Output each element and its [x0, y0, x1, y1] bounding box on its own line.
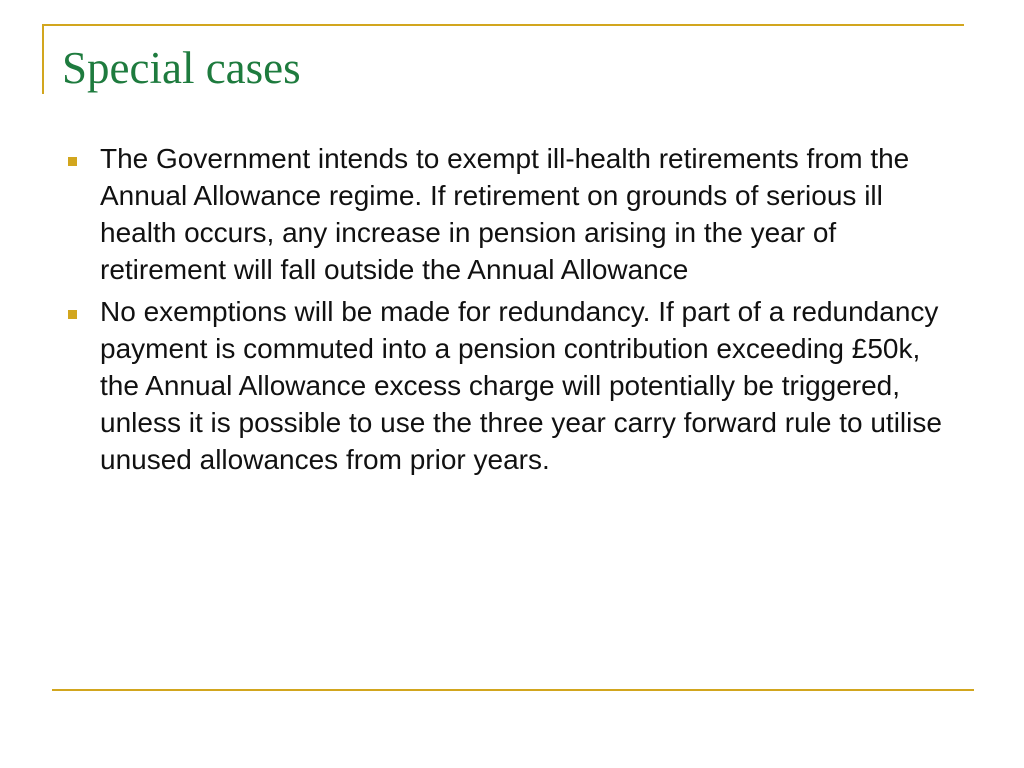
frame-top-line — [42, 24, 964, 26]
bullet-item-redundancy — [62, 293, 952, 478]
frame-bottom-line — [52, 689, 974, 691]
bullet-text-ill-health: The Government intends to exempt ill-health retirements from the Annual Allowance regime. If retirement on grounds of serious ill health occurs, any increase in pension arising in the year of retirement will fall outside the Annual Allowance — [100, 143, 910, 285]
square-bullet-icon — [68, 310, 77, 319]
bullet-list — [62, 140, 952, 483]
frame-left-line — [42, 24, 44, 94]
bullet-item-ill-health — [62, 140, 952, 288]
bullet-text-redundancy: No exemptions will be made for redundancy. If part of a redundancy payment is commuted into a pension contribution exceeding £50k, the Annual Allowance excess charge will potentially be triggered, unless it is possible to use the three year carry forward rule to utilise unused allowances from prior years. — [100, 296, 942, 475]
square-bullet-icon — [68, 157, 77, 166]
slide-title: Special cases — [62, 43, 301, 93]
